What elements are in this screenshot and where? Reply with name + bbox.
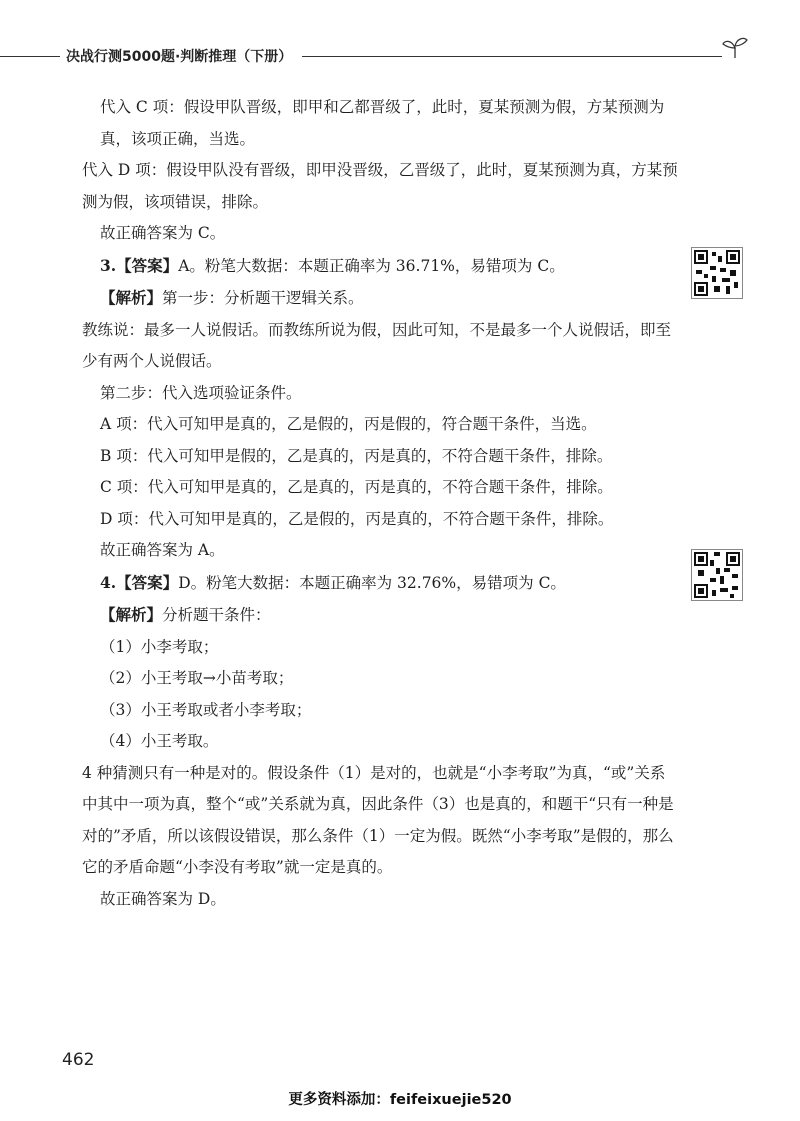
paragraph-q3-answer: 3.【答案】A。粉笔大数据：本题正确率为 36.71%，易错项为 C。 [100, 255, 565, 275]
paragraph-reasoning: 4 种猜测只有一种是对的。假设条件（1）是对的，也就是“小李考取”为真，“或”关系中其中一项为真，整个“或”关系就为真，因此条件（3）也是真的，和题干“只有一种是对的”矛盾，所以该假设错误，那么条件（1）一定为假。既然“小李考取”是假的，那么它的矛盾命题“小李没有考取”就一定是真的。 [82, 763, 674, 876]
condition-3: （3）小王考取或者小李考取； [100, 700, 312, 719]
paragraph-option-c: 代入 C 项：假设甲队晋级，即甲和乙都晋级了，此时，夏某预测为假，方某预测为真，该项正确，当选。 [100, 98, 665, 148]
qr-code-icon[interactable] [691, 247, 743, 299]
paragraph-q3-option-b: B 项：代入可知甲是假的，乙是真的，丙是真的，不符合题干条件，排除。 [100, 446, 613, 465]
condition-4: （4）小王考取。 [100, 732, 219, 750]
paragraph-coach: 教练说：最多一人说假话。而教练所说为假，因此可知，不是最多一个人说假话，即至少有两个人说假话。 [82, 320, 672, 370]
condition-2: （2）小王考取→小苗考取； [100, 669, 294, 687]
paragraph-answer-a: 故正确答案为 A。 [100, 541, 225, 559]
paragraph-q3-analysis: 【解析】第一步：分析题干逻辑关系。 [100, 288, 364, 307]
paragraph-step-two: 第二步：代入选项验证条件。 [100, 383, 302, 402]
footer-watermark-text: 更多资料添加：feifeixuejie520 [288, 1092, 512, 1108]
running-header [0, 42, 800, 72]
answer-explanation-body [82, 92, 680, 915]
paragraph-answer-c: 故正确答案为 C。 [100, 224, 226, 242]
paragraph-option-d: 代入 D 项：假设甲队没有晋级，即甲没晋级，乙晋级了，此时，夏某预测为真，方某预测为假，该项错误，排除。 [82, 161, 678, 211]
paragraph-q4-answer: 4.【答案】D。粉笔大数据：本题正确率为 32.76%，易错项为 C。 [100, 572, 566, 592]
paragraph-q3-option-a: A 项：代入可知甲是真的，乙是假的，丙是假的，符合题干条件，当选。 [100, 415, 597, 433]
paragraph-answer-d: 故正确答案为 D。 [100, 889, 226, 908]
paragraph-q3-option-d: D 项：代入可知甲是真的，乙是假的，丙是真的，不符合题干条件，排除。 [100, 509, 614, 528]
page-number: 462 [62, 1050, 95, 1070]
condition-1: （1）小李考取； [100, 637, 219, 656]
sprout-icon [722, 36, 748, 60]
header-rule-left [0, 56, 60, 57]
book-title: 决战行测5000题·判断推理（下册） [66, 49, 293, 65]
paragraph-q4-analysis: 【解析】分析题干条件： [100, 605, 271, 624]
header-rule-right [302, 56, 722, 57]
paragraph-q3-option-c: C 项：代入可知甲是真的，乙是真的，丙是真的，不符合题干条件，排除。 [100, 478, 613, 496]
qr-code-icon[interactable] [691, 549, 743, 601]
